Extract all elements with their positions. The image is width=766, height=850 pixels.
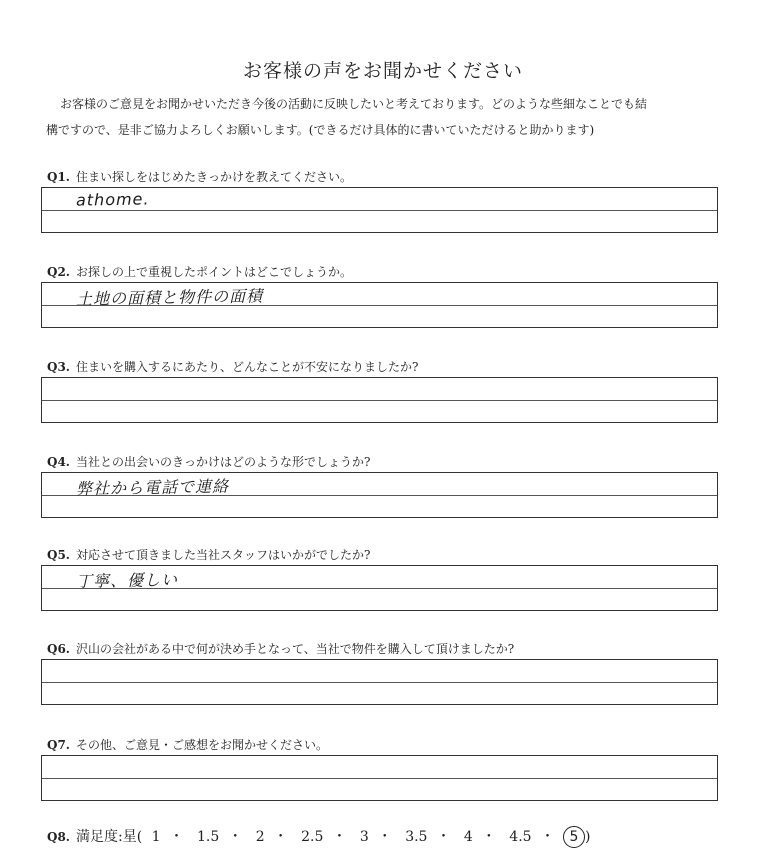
rating-close: ) [585, 829, 591, 845]
answer-box-1[interactable] [41, 187, 718, 233]
question-number: Q1. [47, 170, 70, 184]
answer-rule [42, 778, 717, 779]
question-number: Q7. [47, 738, 70, 752]
question-text: その他、ご意見・ご感想をお聞かせください。 [75, 738, 328, 752]
question-number: Q2. [47, 265, 70, 279]
rating-option[interactable]: 3.5 [405, 829, 428, 845]
question-text: お探しの上で重視したポイントはどこでしょうか。 [75, 265, 352, 279]
question-number: Q6. [47, 642, 70, 656]
rating-option[interactable]: 4 [463, 829, 473, 845]
answer-box-2[interactable] [41, 282, 718, 328]
question-text: 当社との出会いのきっかけはどのような形でしょうか? [75, 455, 371, 469]
question-number: Q8. [47, 830, 70, 844]
question-text: 対応させて頂きました当社スタッフはいかがでしたか? [75, 548, 371, 562]
answer-box-4[interactable] [41, 472, 718, 518]
answer-box-7[interactable] [41, 755, 718, 801]
satisfaction-rating [47, 826, 590, 848]
answer-box-5[interactable] [41, 565, 718, 611]
intro-line-1: お客様のご意見をお聞かせいただき今後の活動に反映したいと考えております。どのような些細なことでも結 [60, 97, 648, 111]
rating-separator: ・ [169, 829, 184, 845]
rating-separator: ・ [332, 829, 347, 845]
answer-box-6[interactable] [41, 659, 718, 705]
question-6-label [47, 640, 514, 657]
rating-option[interactable]: 1.5 [197, 829, 220, 845]
answer-text-1: athome. [75, 189, 150, 210]
answer-rule [42, 400, 717, 401]
answer-rule [42, 682, 717, 683]
rating-separator: ・ [436, 829, 451, 845]
rating-selected-option[interactable]: 5 [563, 826, 585, 848]
question-1-label [47, 168, 352, 185]
question-number: Q4. [47, 455, 70, 469]
rating-separator: ・ [481, 829, 496, 845]
question-7-label [47, 736, 328, 753]
question-text: 沢山の会社がある中で何が決め手となって、当社で物件を購入して頂けましたか? [75, 642, 515, 656]
question-text: 住まい探しをはじめたきっかけを教えてください。 [75, 170, 352, 184]
rating-option[interactable]: 3 [359, 829, 369, 845]
rating-option[interactable]: 4.5 [509, 829, 532, 845]
answer-text-2: 土地の面積と物件の面積 [75, 286, 264, 309]
question-5-label [47, 546, 370, 563]
answer-rule [42, 210, 717, 211]
question-number: Q3. [47, 360, 70, 374]
rating-separator: ・ [228, 829, 243, 845]
rating-separator: ・ [377, 829, 392, 845]
answer-text-4: 弊社から電話で連絡 [75, 476, 230, 499]
rating-option[interactable]: 2.5 [301, 829, 324, 845]
question-number: Q5. [47, 548, 70, 562]
question-3-label [47, 358, 418, 375]
page-title: お客様の声をお聞かせください [242, 60, 523, 82]
rating-option[interactable]: 1 [151, 829, 161, 845]
rating-separator: ・ [273, 829, 288, 845]
answer-box-3[interactable] [41, 377, 718, 423]
intro-line-2: 構ですので、是非ご協力よろしくお願いします。(できるだけ具体的に書いていただけると助かります) [46, 123, 595, 137]
rating-label: 満足度:星( [75, 829, 143, 845]
question-text: 住まいを購入するにあたり、どんなことが不安になりましたか? [75, 360, 419, 374]
rating-option[interactable]: 2 [255, 829, 265, 845]
answer-text-5: 丁寧、優しい [75, 570, 179, 591]
question-4-label [47, 453, 370, 470]
rating-separator: ・ [540, 829, 555, 845]
question-2-label [47, 263, 352, 280]
